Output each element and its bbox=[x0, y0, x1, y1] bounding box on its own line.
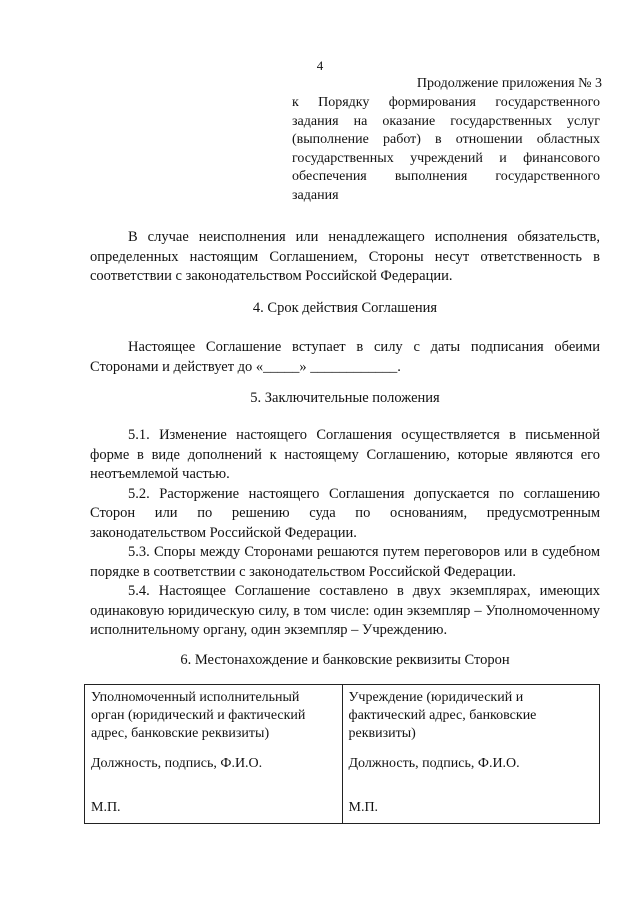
requisites-left-column bbox=[85, 685, 342, 823]
requisites-left-header: Уполномоченный исполнительный орган (юридический и фактический адрес, банковские реквизиты) bbox=[91, 690, 306, 741]
page-number: 4 bbox=[316, 58, 324, 73]
requisites-right-column bbox=[342, 685, 600, 823]
requisites-left-signature: Должность, подпись, Ф.И.О. bbox=[91, 756, 263, 771]
requisites-left-stamp: М.П. bbox=[91, 800, 121, 815]
intro-paragraph: В случае неисполнения или ненадлежащего исполнения обязательств, определенных настоящим Соглашением, Стороны несут ответственность в соответствии с законодательством Российской Федерации. bbox=[90, 229, 600, 284]
section4-heading: 4. Срок действия Соглашения bbox=[252, 300, 438, 316]
section6-heading: 6. Местонахождение и банковские реквизиты Сторон bbox=[180, 652, 510, 668]
requisites-right-stamp: М.П. bbox=[348, 800, 379, 815]
section5-item: 5.3. Споры между Сторонами решаются путем переговоров или в судебном порядке в соответствии с законодательством Российской Федерации. bbox=[90, 544, 600, 580]
appendix-title: Продолжение приложения № 3 bbox=[416, 76, 602, 91]
section4-text: Настоящее Соглашение вступает в силу с даты подписания обеими Сторонами и действует до «_____» ____________. bbox=[90, 339, 600, 375]
section5-item: 5.1. Изменение настоящего Соглашения осуществляется в письменной форме в виде дополнений к настоящему Соглашению, которые являются его неотъемлемой частью. bbox=[90, 427, 600, 482]
section5-heading: 5. Заключительные положения bbox=[250, 390, 440, 406]
section4-block bbox=[90, 338, 600, 377]
intro-block bbox=[90, 228, 600, 287]
appendix-reference: к Порядку формирования государственного задания на оказание государственных услуг (выполнение работ) в отношении областных государственных учреждений и финансового обеспечения выполнения государственного задания bbox=[292, 95, 600, 203]
section5-item: 5.4. Настоящее Соглашение составлено в двух экземплярах, имеющих одинаковую юридическую силу, в том числе: один экземпляр – Уполномоченному исполнительному органу, один экземпляр – Учреждению. bbox=[90, 583, 600, 638]
requisites-right-header: Учреждение (юридический и фактический адрес, банковские реквизиты) bbox=[348, 690, 537, 741]
section5-block bbox=[90, 426, 600, 641]
requisites-table bbox=[84, 684, 600, 824]
requisites-right-signature: Должность, подпись, Ф.И.О. bbox=[348, 756, 520, 771]
section5-item: 5.2. Расторжение настоящего Соглашения допускается по соглашению Сторон или по решению суда по основаниям, предусмотренным законодательством Российской Федерации. bbox=[90, 485, 600, 541]
